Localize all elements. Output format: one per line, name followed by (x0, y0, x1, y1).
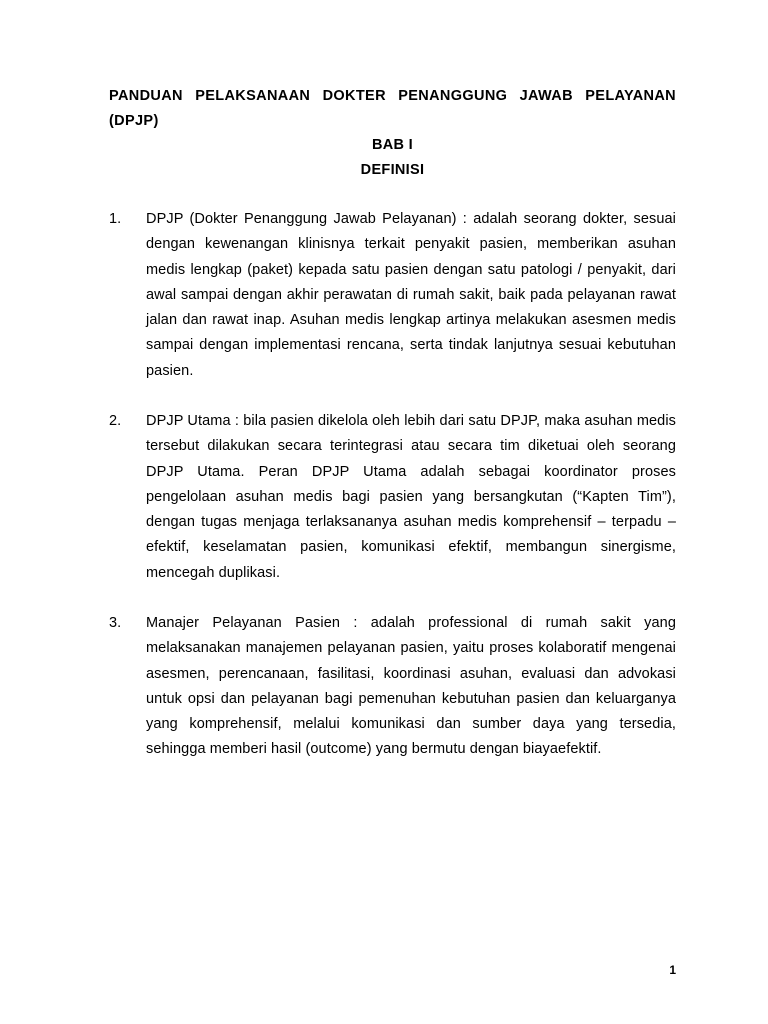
list-item-number: 2. (109, 413, 122, 429)
list-item-number: 1. (109, 211, 122, 227)
list-item (109, 611, 676, 763)
list-item-number: 3. (109, 615, 122, 631)
document-title: PANDUAN PELAKSANAAN DOKTER PENANGGUNG JAWAB PELAYANAN (DPJP) (109, 88, 676, 129)
chapter-heading: BAB I (372, 137, 413, 153)
list-item-text: Manajer Pelayanan Pasien : adalah professional di rumah sakit yang melaksanakan manajemen pelayanan pasien, yaitu proses kolaboratif mengenai asesmen, perencanaan, fasilitasi, koordinasi asuhan, evaluasi dan advokasi untuk opsi dan pelayanan bagi pemenuhan kebutuhan pasien dan keluarganya yang komprehensif, melalui komunikasi dan sumber daya yang tersedia, sehingga memberi hasil (outcome) yang bermutu dengan biayaefektif. (146, 615, 676, 758)
list-item-text: DPJP (Dokter Penanggung Jawab Pelayanan) : adalah seorang dokter, sesuai dengan kewenangan klinisnya terkait penyakit pasien, memberikan asuhan medis lengkap (paket) kepada satu pasien dengan satu patologi / penyakit, dari awal sampai dengan akhir perawatan di rumah sakit, baik pada pelayanan rawat jalan dan rawat inap. Asuhan medis lengkap artinya melakukan asesmen medis sampai dengan implementasi rencana, serta tindak lanjutnya sesuai kebutuhan pasien. (146, 211, 676, 379)
list-item (109, 409, 676, 586)
section-heading: DEFINISI (360, 162, 425, 178)
list-item-text: DPJP Utama : bila pasien dikelola oleh lebih dari satu DPJP, maka asuhan medis tersebut dilakukan secara terintegrasi atau secara tim diketuai oleh seorang DPJP Utama. Peran DPJP Utama adalah sebagai koordinator proses pengelolaan asuhan medis bagi pasien yang bersangkutan (“Kapten Tim”), dengan tugas menjaga terlaksananya asuhan medis komprehensif – terpadu – efektif, keselamatan pasien, komunikasi efektif, membangun sinergisme, mencegah duplikasi. (146, 413, 676, 581)
page-number: 1 (669, 963, 676, 977)
list-item (109, 207, 676, 384)
